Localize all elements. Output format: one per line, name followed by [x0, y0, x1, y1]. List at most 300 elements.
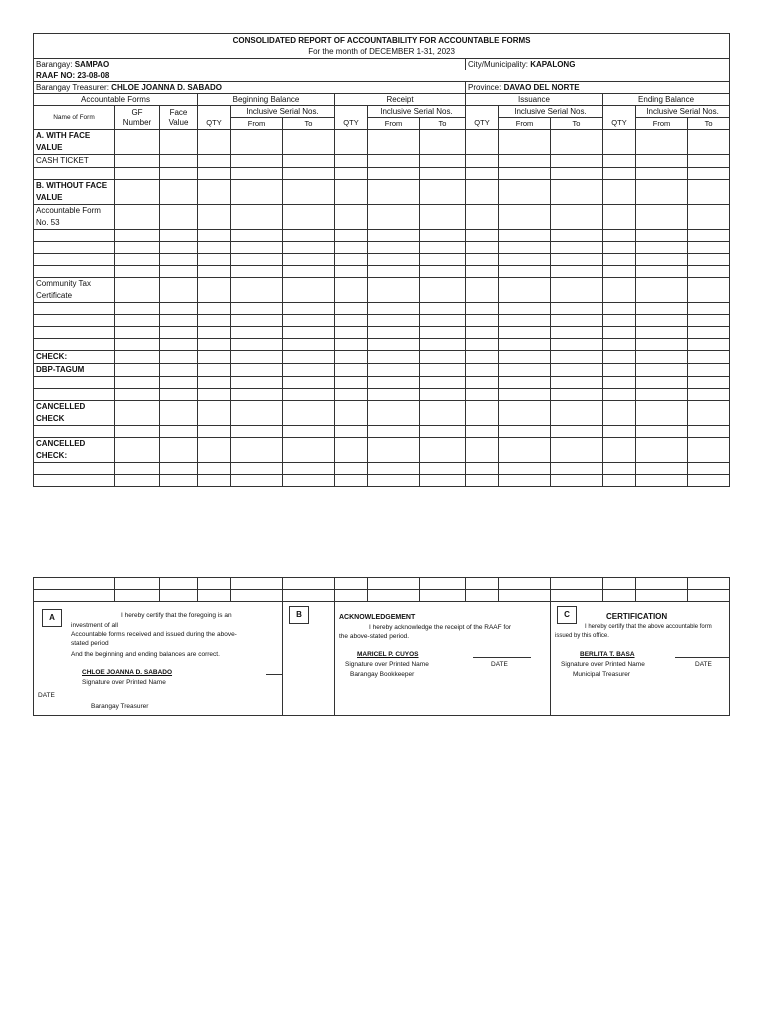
empty-cell: [34, 254, 115, 266]
data-cell: [551, 130, 603, 155]
cert-b-date-label: DATE: [491, 661, 508, 668]
data-cell: [160, 205, 198, 230]
data-cell: [636, 278, 688, 303]
city-label: City/Municipality:: [468, 59, 529, 69]
data-cell: [466, 230, 499, 242]
data-cell: [636, 463, 688, 475]
data-cell: [636, 351, 688, 364]
data-cell: [420, 168, 466, 180]
treasurer-label: Barangay Treasurer:: [36, 82, 109, 92]
header-qty: QTY: [335, 118, 368, 130]
data-cell: [636, 578, 688, 590]
data-cell: [551, 205, 603, 230]
data-cell: [283, 339, 335, 351]
data-cell: [231, 230, 283, 242]
cert-c-date-label: DATE: [695, 661, 712, 668]
cert-c-label: C: [557, 606, 577, 624]
data-cell: [115, 266, 160, 278]
data-cell: [368, 426, 420, 438]
data-cell: [688, 205, 730, 230]
data-cell: [115, 475, 160, 487]
data-cell: [499, 130, 551, 155]
data-cell: [198, 205, 231, 230]
data-cell: [368, 475, 420, 487]
cert-b-block: [335, 602, 551, 716]
data-cell: [551, 438, 603, 463]
data-cell: [636, 327, 688, 339]
data-cell: [160, 401, 198, 426]
data-cell: [466, 377, 499, 389]
data-cell: [499, 303, 551, 315]
data-cell: [420, 351, 466, 364]
data-cell: [420, 205, 466, 230]
data-cell: [551, 339, 603, 351]
data-cell: [420, 315, 466, 327]
data-cell: [420, 303, 466, 315]
data-cell: [603, 168, 636, 180]
data-cell: [335, 364, 368, 377]
city-cell: [466, 59, 730, 71]
data-cell: [335, 230, 368, 242]
empty-cell: [34, 303, 115, 315]
data-cell: [283, 438, 335, 463]
data-cell: [466, 339, 499, 351]
data-cell: [603, 351, 636, 364]
data-cell: [283, 266, 335, 278]
data-cell: [551, 377, 603, 389]
cert-a-label: A: [42, 609, 62, 627]
cert-b-label: B: [289, 606, 309, 624]
data-cell: [34, 590, 115, 602]
data-cell: [499, 254, 551, 266]
data-cell: [231, 377, 283, 389]
data-cell: [231, 155, 283, 168]
empty-cell: [34, 168, 115, 180]
data-cell: [283, 155, 335, 168]
data-cell: [636, 242, 688, 254]
data-cell: [283, 364, 335, 377]
data-cell: [160, 463, 198, 475]
cert-b-name: MARICEL P. CUYOS: [357, 651, 419, 658]
table-row: [34, 315, 730, 327]
data-cell: [551, 266, 603, 278]
data-cell: [368, 339, 420, 351]
data-cell: [551, 278, 603, 303]
data-cell: [231, 315, 283, 327]
data-cell: [198, 130, 231, 155]
header-from: From: [368, 118, 420, 130]
data-cell: [688, 230, 730, 242]
data-cell: [160, 242, 198, 254]
data-cell: [231, 463, 283, 475]
data-cell: [551, 364, 603, 377]
province-value: DAVAO DEL NORTE: [503, 82, 580, 92]
header-beginning-balance: Beginning Balance: [198, 94, 335, 106]
data-cell: [160, 475, 198, 487]
data-cell: [283, 130, 335, 155]
data-cell: [603, 401, 636, 426]
data-cell: [551, 426, 603, 438]
cert-c-sig-label: Signature over Printed Name: [561, 661, 645, 668]
data-cell: [466, 130, 499, 155]
data-cell: [603, 377, 636, 389]
data-cell: [115, 463, 160, 475]
data-cell: [231, 339, 283, 351]
data-cell: [466, 205, 499, 230]
data-cell: [198, 339, 231, 351]
header-name-of-form: Name of Form: [34, 106, 115, 130]
table-row: [34, 475, 730, 487]
cert-b-text: I hereby acknowledge the receipt of the RAAF for: [369, 624, 511, 631]
data-cell: [688, 315, 730, 327]
data-cell: [499, 327, 551, 339]
data-cell: [636, 364, 688, 377]
cert-c-name: BERLITA T. BASA: [580, 651, 635, 658]
data-cell: [551, 590, 603, 602]
data-cell: [688, 168, 730, 180]
cert-c-title: CERTIFICATION: [606, 612, 668, 621]
data-cell: [688, 578, 730, 590]
cert-b-title: ACKNOWLEDGEMENT: [339, 614, 416, 621]
data-cell: [420, 266, 466, 278]
data-cell: [636, 315, 688, 327]
table-row: [34, 230, 730, 242]
raaf-cell: [34, 70, 730, 82]
data-cell: [231, 364, 283, 377]
data-cell: [198, 377, 231, 389]
data-cell: [499, 168, 551, 180]
empty-cell: [34, 242, 115, 254]
data-cell: [160, 426, 198, 438]
data-cell: [231, 180, 283, 205]
data-cell: [688, 426, 730, 438]
data-cell: [115, 426, 160, 438]
data-cell: [198, 475, 231, 487]
empty-cell: [34, 463, 115, 475]
data-cell: [688, 364, 730, 377]
cert-a-text: I hereby certify that the foregoing is an: [121, 612, 232, 619]
data-cell: [551, 230, 603, 242]
data-cell: [115, 590, 160, 602]
data-cell: [198, 180, 231, 205]
data-cell: [551, 327, 603, 339]
data-cell: [198, 590, 231, 602]
data-cell: [335, 463, 368, 475]
city-value: KAPALONG: [530, 59, 576, 69]
data-cell: [198, 364, 231, 377]
report-title: CONSOLIDATED REPORT OF ACCOUNTABILITY FOR ACCOUNTABLE FORMS: [232, 36, 531, 45]
data-cell: [499, 155, 551, 168]
data-cell: [283, 315, 335, 327]
data-cell: [368, 130, 420, 155]
data-cell: [466, 590, 499, 602]
cert-a-text: stated period: [71, 640, 109, 647]
empty-cell: [34, 426, 115, 438]
header-rec-serial: Inclusive Serial Nos.: [368, 106, 466, 118]
data-cell: [160, 266, 198, 278]
data-cell: [335, 168, 368, 180]
empty-cell: [34, 315, 115, 327]
data-cell: [499, 242, 551, 254]
cert-c-role: Municipal Treasurer: [573, 671, 631, 678]
data-cell: [603, 438, 636, 463]
header-qty: QTY: [198, 118, 231, 130]
empty-cell: [34, 339, 115, 351]
data-cell: [231, 438, 283, 463]
data-cell: [551, 180, 603, 205]
data-cell: [160, 339, 198, 351]
data-cell: [420, 364, 466, 377]
header-receipt: Receipt: [335, 94, 466, 106]
data-cell: [603, 463, 636, 475]
data-cell: [499, 205, 551, 230]
data-cell: [636, 590, 688, 602]
data-cell: [551, 578, 603, 590]
data-cell: [551, 351, 603, 364]
data-cell: [499, 230, 551, 242]
data-cell: [603, 303, 636, 315]
form-name-cell: B. WITHOUT FACE VALUE: [34, 180, 115, 205]
data-cell: [231, 303, 283, 315]
header-to: To: [283, 118, 335, 130]
data-cell: [283, 475, 335, 487]
data-cell: [368, 155, 420, 168]
data-cell: [636, 155, 688, 168]
data-cell: [335, 254, 368, 266]
data-cell: [420, 155, 466, 168]
data-cell: [420, 578, 466, 590]
data-cell: [283, 463, 335, 475]
cert-a-text: And the beginning and ending balances are correct.: [71, 651, 220, 658]
data-cell: [368, 205, 420, 230]
data-cell: [160, 590, 198, 602]
data-cell: [335, 278, 368, 303]
data-cell: [420, 230, 466, 242]
data-cell: [160, 389, 198, 401]
raaf-label: RAAF NO:: [36, 70, 76, 80]
data-cell: [499, 315, 551, 327]
data-cell: [688, 339, 730, 351]
data-cell: [283, 168, 335, 180]
data-cell: [335, 155, 368, 168]
data-cell: [283, 578, 335, 590]
data-cell: [420, 463, 466, 475]
data-cell: [231, 242, 283, 254]
data-cell: [499, 266, 551, 278]
data-cell: [368, 401, 420, 426]
header-gf-number: GF Number: [115, 106, 160, 130]
table-row: [34, 205, 730, 230]
data-cell: [466, 389, 499, 401]
data-cell: [115, 327, 160, 339]
data-cell: [368, 364, 420, 377]
data-cell: [368, 303, 420, 315]
certification-table: [33, 577, 730, 716]
cert-c-block: [551, 602, 730, 716]
empty-cell: [34, 377, 115, 389]
data-cell: [603, 389, 636, 401]
data-cell: [368, 377, 420, 389]
data-cell: [466, 578, 499, 590]
data-cell: [499, 475, 551, 487]
cert-a-role: Barangay Treasurer: [91, 703, 149, 710]
data-cell: [160, 377, 198, 389]
data-cell: [368, 389, 420, 401]
data-cell: [231, 130, 283, 155]
data-cell: [466, 475, 499, 487]
table-row: [34, 364, 730, 377]
data-cell: [283, 426, 335, 438]
table-row: [34, 590, 730, 602]
empty-cell: [34, 389, 115, 401]
data-cell: [466, 327, 499, 339]
data-cell: [636, 401, 688, 426]
data-cell: [499, 351, 551, 364]
header-ending-balance: Ending Balance: [603, 94, 730, 106]
data-cell: [160, 155, 198, 168]
data-cell: [368, 438, 420, 463]
data-cell: [368, 180, 420, 205]
data-cell: [368, 168, 420, 180]
data-cell: [636, 230, 688, 242]
data-cell: [603, 315, 636, 327]
data-cell: [466, 266, 499, 278]
data-cell: [603, 327, 636, 339]
data-cell: [499, 426, 551, 438]
cert-b-sig-label: Signature over Printed Name: [345, 661, 429, 668]
data-cell: [420, 475, 466, 487]
data-cell: [198, 389, 231, 401]
data-cell: [499, 463, 551, 475]
data-cell: [420, 327, 466, 339]
cert-a-date-label: DATE: [38, 692, 55, 699]
data-cell: [198, 254, 231, 266]
data-cell: [466, 168, 499, 180]
data-cell: [160, 364, 198, 377]
data-cell: [603, 180, 636, 205]
form-name-cell: A. WITH FACE VALUE: [34, 130, 115, 155]
data-cell: [603, 266, 636, 278]
barangay-cell: [34, 59, 466, 71]
data-cell: [115, 130, 160, 155]
data-cell: [160, 130, 198, 155]
data-cell: [335, 327, 368, 339]
data-cell: [688, 351, 730, 364]
data-cell: [160, 278, 198, 303]
data-cell: [688, 303, 730, 315]
data-cell: [420, 438, 466, 463]
data-cell: [688, 254, 730, 266]
data-cell: [636, 266, 688, 278]
data-cell: [115, 578, 160, 590]
report-header: [34, 34, 730, 59]
data-cell: [115, 230, 160, 242]
data-cell: [499, 590, 551, 602]
data-cell: [335, 578, 368, 590]
header-from: From: [636, 118, 688, 130]
data-cell: [636, 426, 688, 438]
empty-cell: [34, 475, 115, 487]
header-face-value: Face Value: [160, 106, 198, 130]
cert-a-sig-label: Signature over Printed Name: [82, 679, 166, 686]
data-cell: [198, 351, 231, 364]
form-name-cell: DBP-TAGUM: [34, 364, 115, 377]
data-cell: [466, 254, 499, 266]
report-period: For the month of DECEMBER 1-31, 2023: [308, 47, 455, 56]
data-cell: [688, 155, 730, 168]
data-cell: [636, 389, 688, 401]
data-cell: [636, 339, 688, 351]
form-name-cell: Accountable Form No. 53: [34, 205, 115, 230]
cert-b-text: the above-stated period.: [339, 633, 410, 640]
header-iss-serial: Inclusive Serial Nos.: [499, 106, 603, 118]
data-cell: [160, 578, 198, 590]
data-cell: [466, 426, 499, 438]
data-cell: [603, 130, 636, 155]
data-cell: [688, 278, 730, 303]
data-cell: [115, 339, 160, 351]
data-cell: [368, 590, 420, 602]
data-cell: [335, 242, 368, 254]
data-cell: [466, 303, 499, 315]
data-cell: [420, 242, 466, 254]
data-cell: [688, 180, 730, 205]
empty-cell: [34, 266, 115, 278]
data-cell: [231, 475, 283, 487]
cert-c-text: I hereby certify that the above accountable form: [585, 624, 712, 630]
data-cell: [466, 351, 499, 364]
header-end-serial: Inclusive Serial Nos.: [636, 106, 730, 118]
data-cell: [198, 463, 231, 475]
data-cell: [335, 266, 368, 278]
data-cell: [283, 254, 335, 266]
data-cell: [115, 278, 160, 303]
data-cell: [499, 389, 551, 401]
data-cell: [198, 155, 231, 168]
header-to: To: [420, 118, 466, 130]
header-accountable-forms: Accountable Forms: [34, 94, 198, 106]
header-issuance: Issuance: [466, 94, 603, 106]
data-cell: [551, 389, 603, 401]
data-cell: [115, 303, 160, 315]
cert-a-text: investment of all: [71, 622, 118, 629]
data-cell: [551, 315, 603, 327]
form-name-cell: CASH TICKET: [34, 155, 115, 168]
data-cell: [636, 475, 688, 487]
data-cell: [115, 180, 160, 205]
data-cell: [231, 254, 283, 266]
table-row: [34, 389, 730, 401]
data-cell: [636, 254, 688, 266]
data-cell: [603, 426, 636, 438]
data-cell: [368, 327, 420, 339]
report-table: [33, 33, 730, 487]
empty-cell: [34, 327, 115, 339]
header-from: From: [499, 118, 551, 130]
data-cell: [231, 278, 283, 303]
table-row: [34, 130, 730, 155]
data-cell: [335, 315, 368, 327]
cert-a-block: [34, 602, 283, 716]
data-cell: [335, 180, 368, 205]
table-row: [34, 327, 730, 339]
report-sheet: [33, 33, 729, 487]
data-cell: [499, 364, 551, 377]
data-cell: [688, 475, 730, 487]
data-cell: [283, 389, 335, 401]
data-cell: [420, 254, 466, 266]
barangay-label: Barangay:: [36, 59, 73, 69]
